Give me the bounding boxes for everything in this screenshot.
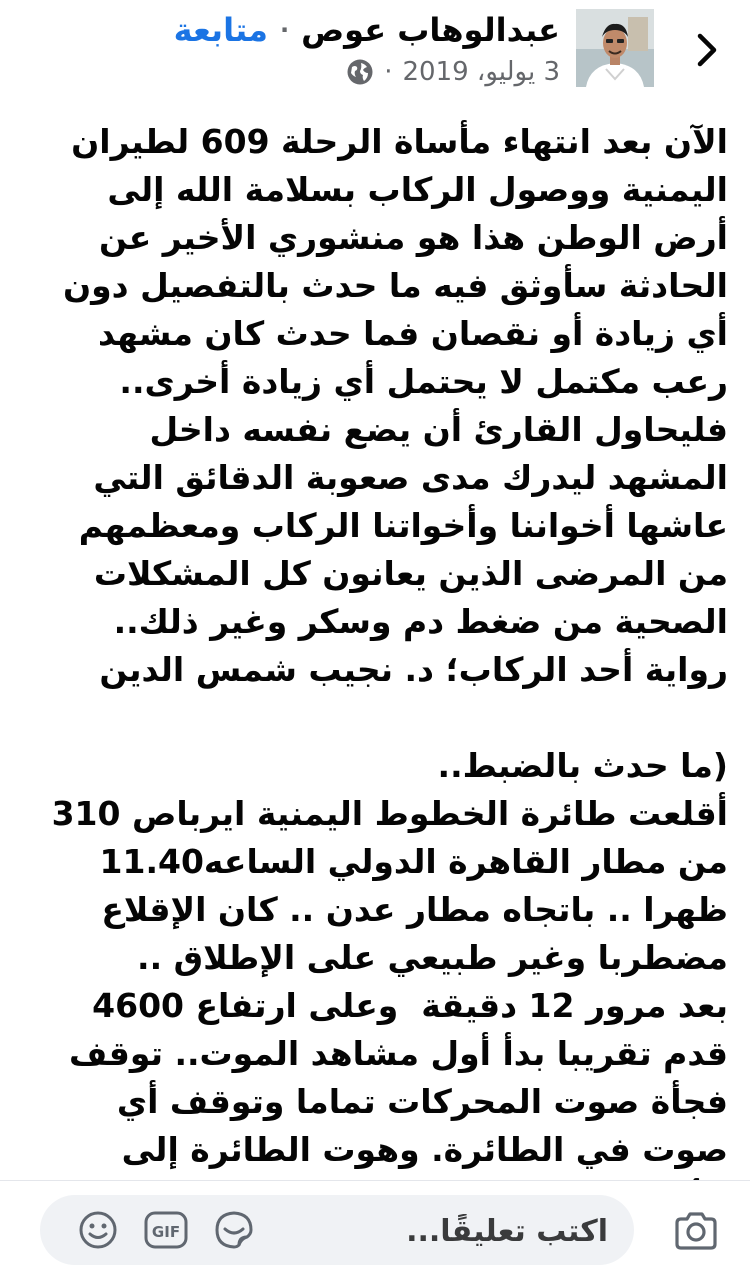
gif-label: GIF: [151, 1223, 181, 1241]
gif-button[interactable]: [144, 1208, 188, 1252]
emoji-icon: [77, 1209, 119, 1251]
post-text: الآن بعد انتهاء مأساة الرحلة 609 لطيران اليمنية ووصول الركاب بسلامة الله إلى أرض الوطن هذا هو منشوري الأخير عن الحادثة سأوثق فيه ما حدث بالتفصيل دون أي زيادة أو نقصان فما حدث كان مشهد رعب مكتمل لا يحتمل أي زيادة أخرى.. فليحاول القارئ أن يضع نفسه داخل المشهد ليدرك مدى صعوبة الدقائق التي عاشها أخواننا وأخواتنا الركاب ومعظمهم من المرضى الذين يعانون كل المشكلات الصحية من ضغط دم وسكر وغير ذلك.. رواية أحد الركاب؛ د. نجيب شمس الدين (ما حدث بالضبط.. أقلعت طائرة الخطوط اليمنية ايرباص 310 من مطار القاهرة الدولي الساعه11.40 ظهرا .. باتجاه مطار عدن .. كان الإقلاع مضطربا وغير طبيعي على الإطلاق .. بعد مرور 12 دقيقة وعلى ارتفاع 4600 قدم تقريبا بدأ أول مشاهد الموت.. توقف فجأة صوت المحركات تماما وتوقف أي صوت في الطائرة. وهوت الطائرة إلى: [51, 122, 728, 1169]
sticker-button[interactable]: [212, 1208, 256, 1252]
follow-button[interactable]: متابعة: [173, 11, 268, 49]
avatar-image: [576, 9, 654, 87]
author-name[interactable]: عبدالوهاب عوص: [301, 11, 560, 49]
sticker-icon: [213, 1209, 255, 1251]
comment-input[interactable]: [276, 1195, 610, 1267]
post-header: [0, 0, 750, 110]
gif-icon: [144, 1209, 188, 1251]
separator-dot: ·: [279, 16, 290, 44]
post-meta: [346, 52, 560, 92]
camera-icon: [673, 1211, 719, 1251]
author-line: [174, 8, 560, 52]
post-date[interactable]: 3 يوليو، 2019: [402, 57, 560, 87]
comment-box[interactable]: [40, 1195, 634, 1265]
chevron-right-icon: [696, 32, 718, 68]
avatar[interactable]: [576, 9, 654, 87]
back-button[interactable]: [690, 30, 724, 70]
meta-separator: ·: [384, 57, 393, 87]
globe-icon: [346, 58, 374, 86]
camera-button[interactable]: [672, 1207, 720, 1255]
comment-composer: [0, 1180, 750, 1280]
emoji-button[interactable]: [76, 1208, 120, 1252]
